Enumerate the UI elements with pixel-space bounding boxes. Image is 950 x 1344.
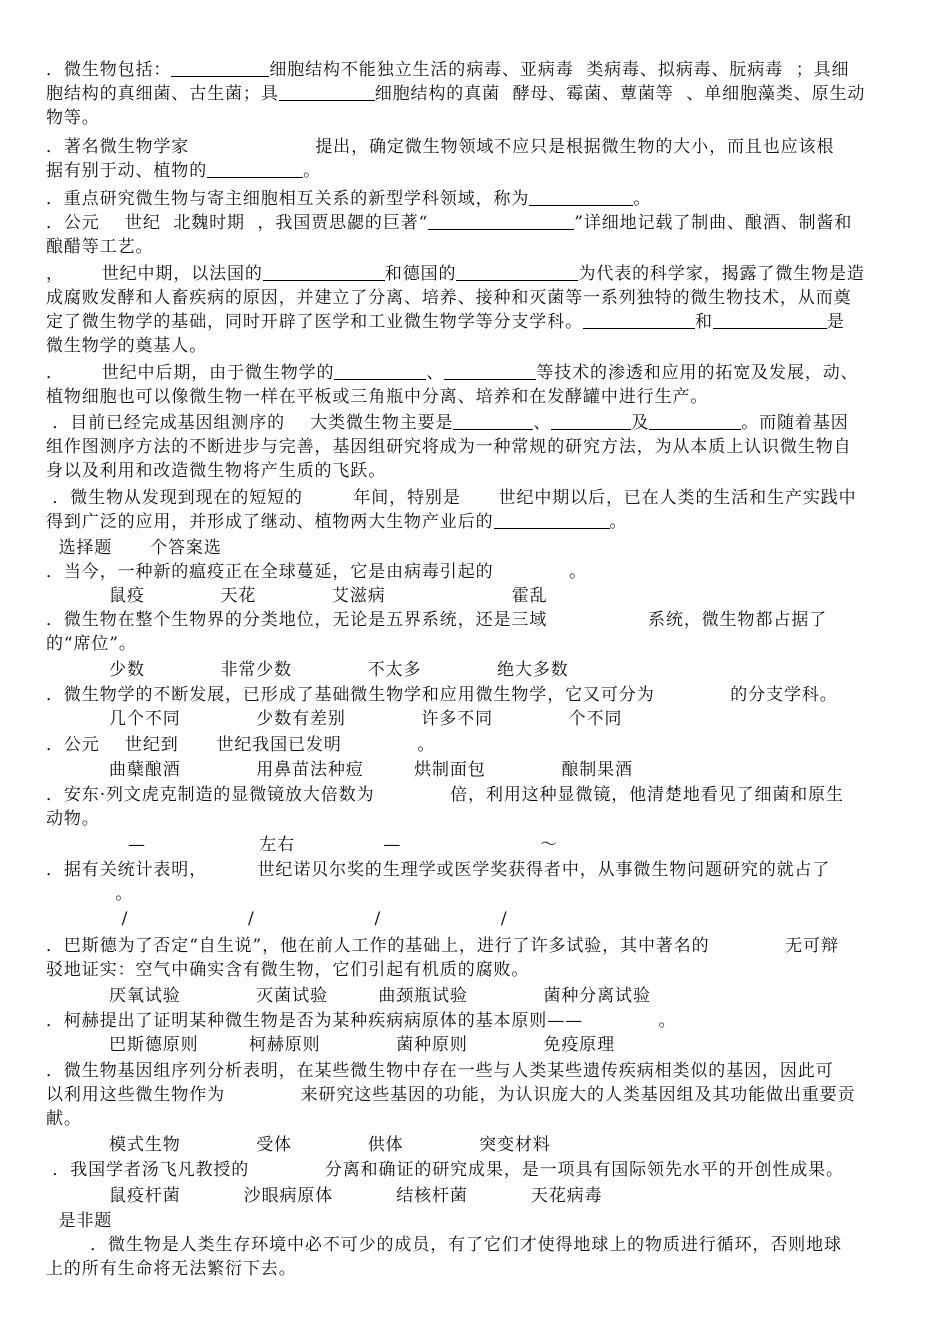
- c2-question: ．微生物在整个生物界的分类地位，无论是五界系统，还是三域 系统，微生物都占据了: [46, 610, 828, 630]
- q8-line2: [46, 510, 627, 534]
- q4-line1: [46, 211, 852, 235]
- answer-blank[interactable]: [456, 262, 578, 281]
- text: 。: [633, 189, 652, 209]
- answer-blank[interactable]: [494, 510, 610, 529]
- c8-options[interactable]: 巴斯德原则 柯赫原则 菌种原则 免疫原理: [46, 1035, 616, 1055]
- q5-line4: 微生物学的奠基人。: [46, 336, 208, 356]
- q2-line2: [46, 159, 321, 183]
- text: 为代表的科学家，揭露了微生物是造: [578, 264, 865, 284]
- c9-question-cont2: 献。: [46, 1109, 82, 1129]
- q1-line1: [46, 58, 849, 82]
- answer-blank[interactable]: [263, 262, 385, 281]
- q8-line1: ．微生物从发现到现在的短短的 年间，特别是 世纪中期以后，已在人类的生活和生产实践中: [46, 488, 857, 508]
- text: 。: [609, 512, 628, 532]
- q4-line2: 酿醋等工艺。: [46, 237, 154, 257]
- text: 得到广泛的应用，并形成了继动、植物两大生物产业后的: [46, 512, 494, 532]
- q6-line1: [46, 361, 859, 385]
- text: 细胞结构的真菌 酵母、霉菌、蕈菌等 、单细胞藻类、原生动: [374, 84, 866, 104]
- text: 、: [533, 413, 552, 433]
- text: 定了微生物学的基础，同时开辟了医学和工业微生物学等分支学科。: [46, 312, 583, 332]
- text: 及: [631, 413, 650, 433]
- choice-section-header: 选择题 个答案选: [46, 538, 222, 558]
- c2-question-cont: 的“席位”。: [46, 634, 137, 654]
- c1-options[interactable]: 鼠疫 天花 艾滋病 霍乱: [46, 586, 548, 606]
- answer-blank[interactable]: [551, 411, 631, 430]
- answer-blank[interactable]: [453, 411, 533, 430]
- c3-options[interactable]: 几个不同 少数有差别 许多不同 个不同: [46, 709, 623, 729]
- answer-blank[interactable]: [171, 58, 269, 77]
- text: ． 世纪中后期，由于微生物学的: [46, 363, 335, 383]
- t1-line1: ．微生物是人类生存环境中必不可少的成员，有了它们才使得地球上的物质进行循环，否则地球: [46, 1235, 842, 1255]
- c10-options[interactable]: 鼠疫杆菌 沙眼病原体 结核杆菌 天花病毒: [46, 1186, 603, 1206]
- text: 、: [426, 363, 445, 383]
- text: 。而随着基因: [741, 413, 849, 433]
- c6-question: ．据有关统计表明， 世纪诺贝尔奖的生理学或医学奖获得者中，从事微生物问题研究的就占了: [46, 860, 831, 880]
- answer-blank[interactable]: [207, 159, 303, 178]
- c6-options[interactable]: / / / /: [46, 909, 508, 929]
- q3-line1: [46, 187, 651, 211]
- text: ．目前已经完成基因组测序的 大类微生物主要是: [46, 413, 454, 433]
- answer-blank[interactable]: [334, 361, 426, 380]
- q5-line2: 成腐败发酵和人畜疾病的原因，并建立了分离、培养、接种和灭菌等一系列独特的微生物技术，从而奠: [46, 288, 852, 308]
- text: 据有别于动、植物的: [46, 161, 208, 181]
- c5-question: ．安东·列文虎克制造的显微镜放大倍数为 倍，利用这种显微镜，他清楚地看见了细菌和原生: [46, 785, 844, 805]
- c9-question-cont: 以利用这些微生物作为 来研究这些基因的功能，为认识庞大的人类基因组及其功能做出重要贡: [46, 1085, 856, 1105]
- q2-line1: ．著名微生物学家 提出，确定微生物领域不应只是根据微生物的大小，而且也应该根: [46, 137, 835, 157]
- q7-line3: 身以及利用和改造微生物将产生质的飞跃。: [46, 461, 387, 481]
- text: 细胞结构不能独立生活的病毒、亚病毒 类病毒、拟病毒、朊病毒 ；具细: [269, 60, 850, 80]
- answer-blank[interactable]: [529, 187, 633, 206]
- c8-question: ．柯赫提出了证明某种微生物是否为某种疾病病原体的基本原则—— 。: [46, 1011, 677, 1031]
- c7-options[interactable]: 厌氧试验 灭菌试验 曲颈瓶试验 菌种分离试验: [46, 986, 651, 1006]
- c7-question-cont: 驳地证实：空气中确实含有微生物，它们引起有机质的腐败。: [46, 960, 530, 980]
- c6-question-cont: 。: [46, 884, 134, 904]
- tf-section-header: 是非题: [46, 1211, 113, 1231]
- answer-blank[interactable]: [583, 310, 695, 329]
- answer-blank[interactable]: [444, 361, 536, 380]
- q7-line1: [46, 411, 849, 435]
- c5-options[interactable]: — 左右 — ～: [46, 835, 558, 855]
- answer-blank[interactable]: [279, 82, 375, 101]
- text: 。: [303, 161, 322, 181]
- q5-line3: [46, 310, 845, 334]
- q7-line2: 组作图测序方法的不断进步与完善，基因组研究将成为一种常规的研究方法，为从本质上认识微生物自: [46, 437, 852, 457]
- q1-line2: [46, 82, 865, 106]
- c5-question-cont: 动物。: [46, 809, 100, 829]
- answer-blank[interactable]: [428, 211, 574, 230]
- answer-blank[interactable]: [713, 310, 827, 329]
- c9-options[interactable]: 模式生物 受体 供体 突变材料: [46, 1135, 551, 1155]
- q1-line3: 物等。: [46, 108, 100, 128]
- c2-options[interactable]: 少数 非常少数 不太多 绝大多数: [46, 660, 569, 680]
- text: ．重点研究微生物与寄主细胞相互关系的新型学科领域，称为: [46, 189, 530, 209]
- c4-question: ．公元 世纪到 世纪我国已发明 。: [46, 735, 436, 755]
- text: ”详细地记载了制曲、酿酒、制酱和: [574, 213, 853, 233]
- c7-question: ．巴斯德为了否定“自生说”，他在前人工作的基础上，进行了许多试验，其中著名的 无可辩: [46, 936, 839, 956]
- text: ， 世纪中期，以法国的: [46, 264, 263, 284]
- c3-question: ．微生物学的不断发展，已形成了基础微生物学和应用微生物学，它又可分为 的分支学科。: [46, 685, 838, 705]
- text: 和: [695, 312, 713, 332]
- t1-line2: 上的所有生命将无法繁衍下去。: [46, 1259, 297, 1279]
- text: ．微生物包括：: [46, 60, 172, 80]
- text: ．公元 世纪 北魏时期 ，我国贾思勰的巨著“: [46, 213, 429, 233]
- text: 是: [826, 312, 845, 332]
- text: 胞结构的真细菌、古生菌；具: [46, 84, 279, 104]
- c1-question: ．当今，一种新的瘟疫正在全球蔓延，它是由病毒引起的 。: [46, 562, 588, 582]
- answer-blank[interactable]: [649, 411, 741, 430]
- text: 等技术的渗透和应用的拓宽及发展，动、: [536, 363, 859, 383]
- c10-question: ．我国学者汤飞凡教授的 分离和确证的研究成果，是一项具有国际领先水平的开创性成果。: [46, 1160, 844, 1180]
- q5-line1: [46, 262, 865, 286]
- q6-line2: 植物细胞也可以像微生物一样在平板或三角瓶中分离、培养和在发酵罐中进行生产。: [46, 387, 709, 407]
- c9-question: ．微生物基因组序列分析表明，在某些微生物中存在一些与人类某些遗传疾病相类似的基因，因此可: [46, 1061, 834, 1081]
- text: 和德国的: [384, 264, 457, 284]
- c4-options[interactable]: 曲蘖酿酒 用鼻苗法种痘 烘制面包 酿制果酒: [46, 760, 633, 780]
